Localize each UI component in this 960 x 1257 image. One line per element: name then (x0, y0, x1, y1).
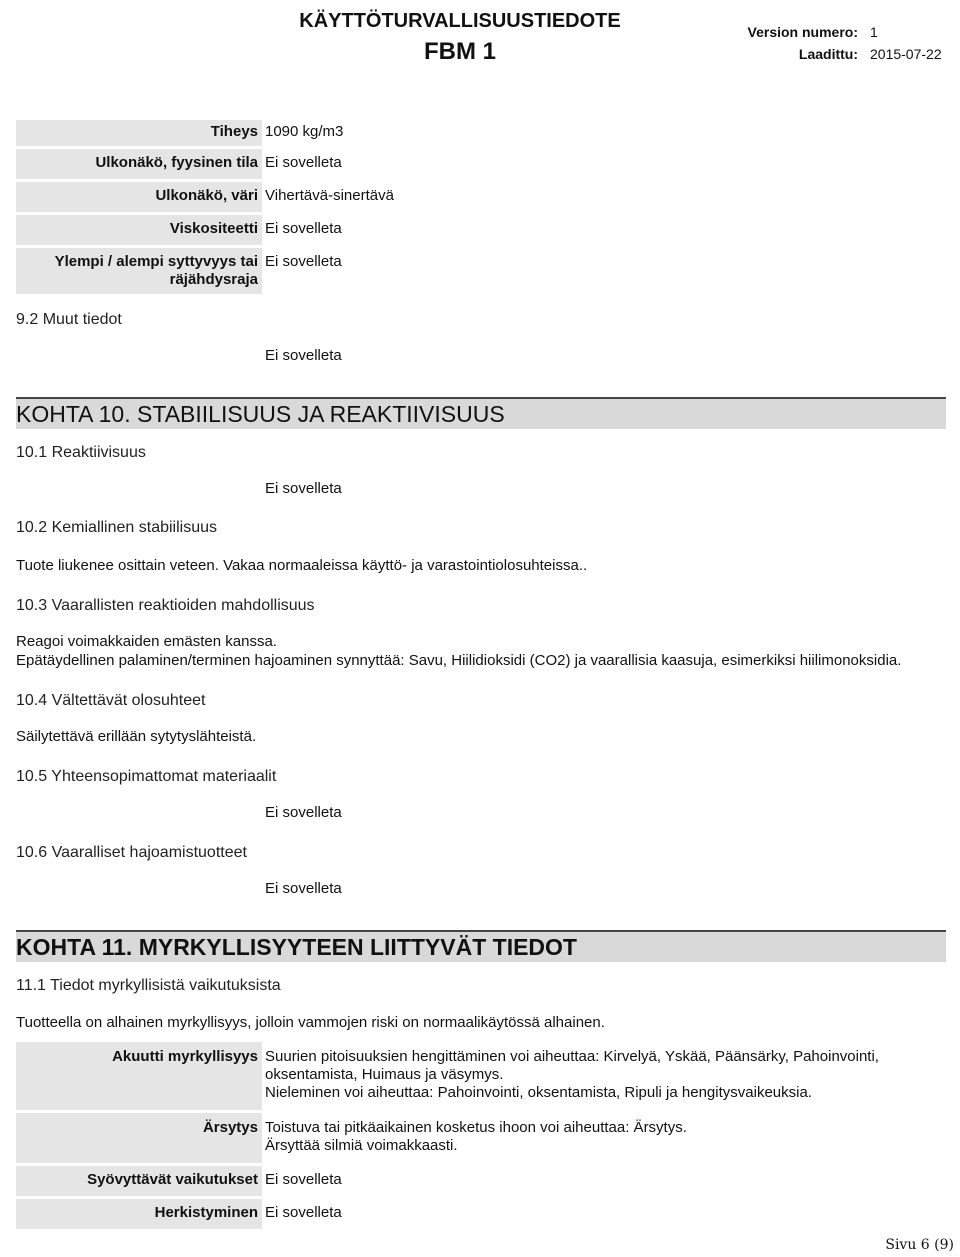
version-label: Version numero: (747, 24, 858, 40)
property-row (16, 149, 946, 179)
property-label: Ulkonäkö, fyysinen tila (16, 149, 262, 179)
subsection-title: 11.1 Tiedot myrkyllisistä vaikutuksista (16, 977, 281, 994)
toxicity-label: Ärsytys (16, 1113, 262, 1163)
product-name: FBM 1 (424, 38, 496, 65)
subsection-value: Ei sovelleta (265, 804, 342, 821)
section-title: KOHTA 11. MYRKYLLISYYTEEN LIITTYVÄT TIEDOT (16, 934, 577, 960)
toxicity-line: oksentamista, Huimaus ja väsymys. (265, 1066, 504, 1083)
property-value: 1090 kg/m3 (265, 123, 344, 140)
date-label: Laadittu: (798, 46, 858, 62)
property-label: Tiheys (16, 120, 262, 146)
subsection-title: 10.6 Vaaralliset hajoamistuotteet (16, 844, 247, 861)
subsection-title: 10.5 Yhteensopimattomat materiaalit (16, 768, 277, 785)
property-value: Ei sovelleta (265, 154, 342, 171)
subsection-title: 10.1 Reaktiivisuus (16, 444, 146, 461)
property-row (16, 248, 946, 294)
toxicity-value: Ei sovelleta (265, 1204, 342, 1221)
property-label: Ylempi / alempi syttyvyys tai räjähdysraja (16, 248, 262, 294)
toxicity-line: Toistuva tai pitkäaikainen kosketus ihoon voi aiheuttaa: Ärsytys. (265, 1119, 687, 1136)
toxicity-row (16, 1166, 946, 1196)
subsection-value: Ei sovelleta (265, 480, 342, 497)
subsection-title: 10.4 Vältettävät olosuhteet (16, 692, 206, 709)
subsection-text: Reagoi voimakkaiden emästen kanssa. (16, 633, 277, 650)
section-heading (16, 930, 946, 962)
toxicity-value: Ei sovelleta (265, 1171, 342, 1188)
toxicity-value (265, 1119, 945, 1155)
toxicity-label: Akuutti myrkyllisyys (16, 1042, 262, 1110)
version-value: 1 (870, 24, 878, 40)
property-row (16, 215, 946, 245)
page-number: Sivu 6 (9) (885, 1237, 954, 1253)
section-heading (16, 397, 946, 429)
document-title: KÄYTTÖTURVALLISUUSTIEDOTE (299, 10, 621, 32)
property-label: Ulkonäkö, väri (16, 182, 262, 212)
section-title: KOHTA 10. STABIILISUUS JA REAKTIIVISUUS (16, 401, 505, 427)
property-label: Viskositeetti (16, 215, 262, 245)
subsection-value: Ei sovelleta (265, 880, 342, 897)
toxicity-label: Syövyttävät vaikutukset (16, 1166, 262, 1196)
subsection-text: Epätäydellinen palaminen/terminen hajoaminen synnyttää: Savu, Hiilidioksidi (CO2) ja vaarallisia kaasuja, esimerkiksi hiilimonoksidia. (16, 652, 902, 669)
toxicity-line: Suurien pitoisuuksien hengittäminen voi aiheuttaa: Kirvelyä, Yskää, Päänsärky, Pahoinvointi, (265, 1048, 879, 1065)
property-row (16, 120, 946, 146)
property-value: Ei sovelleta (265, 220, 342, 237)
subsection-value: Ei sovelleta (265, 347, 342, 364)
toxicity-value (265, 1048, 945, 1102)
toxicity-line: Ärsyttää silmiä voimakkaasti. (265, 1137, 458, 1154)
toxicity-row (16, 1113, 946, 1163)
toxicity-line: Nieleminen voi aiheuttaa: Pahoinvointi, oksentamista, Ripuli ja hengitysvaikeuksia. (265, 1084, 812, 1101)
subsection-title: 10.2 Kemiallinen stabiilisuus (16, 519, 217, 536)
subsection-text: Tuotteella on alhainen myrkyllisyys, jolloin vammojen riski on normaalikäytössä alhainen. (16, 1014, 605, 1031)
date-value: 2015-07-22 (870, 46, 942, 62)
subsection-title: 10.3 Vaarallisten reaktioiden mahdollisuus (16, 597, 315, 614)
property-value: Ei sovelleta (265, 253, 342, 270)
toxicity-row (16, 1042, 946, 1110)
property-row (16, 182, 946, 212)
property-value: Vihertävä-sinertävä (265, 187, 394, 204)
subsection-text: Tuote liukenee osittain veteen. Vakaa normaaleissa käyttö- ja varastointiolosuhteissa.. (16, 557, 588, 574)
toxicity-label: Herkistyminen (16, 1199, 262, 1229)
subsection-title: 9.2 Muut tiedot (16, 311, 122, 328)
subsection-text: Säilytettävä erillään sytytyslähteistä. (16, 728, 257, 745)
toxicity-row (16, 1199, 946, 1229)
